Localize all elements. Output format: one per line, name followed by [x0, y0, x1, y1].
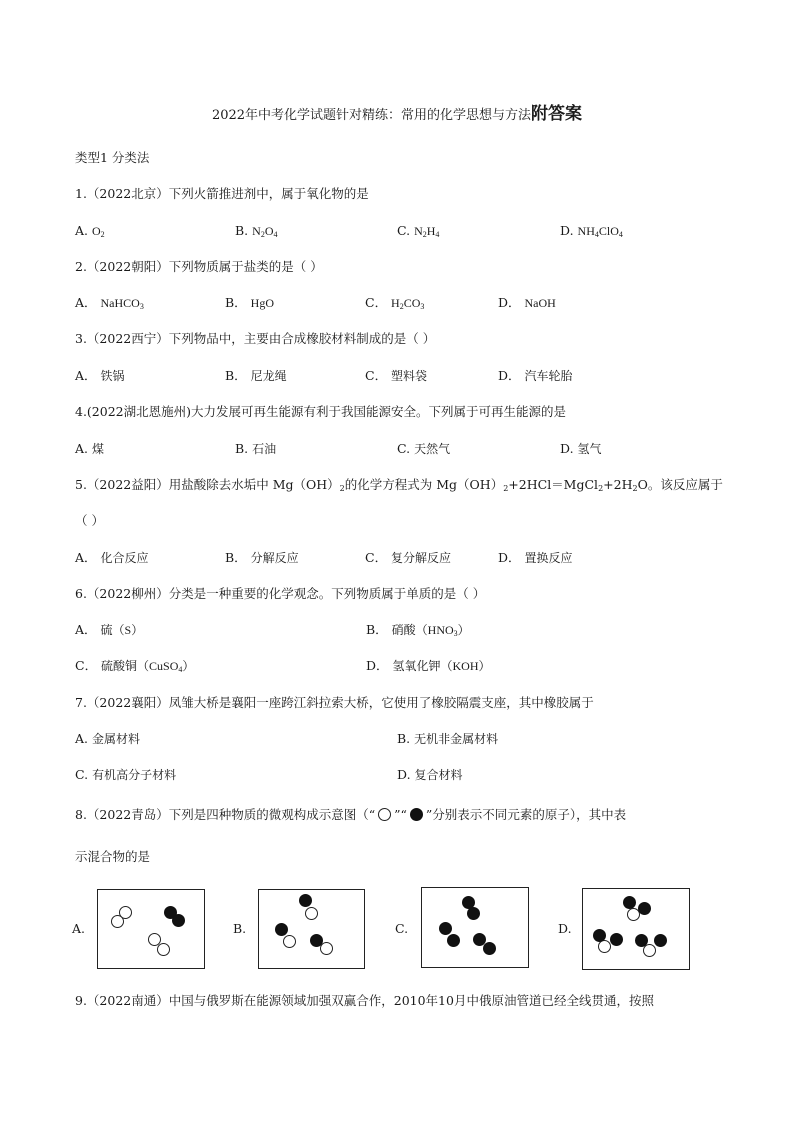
question-5-stem — [75, 477, 723, 493]
black-atom-legend-icon — [410, 808, 423, 821]
q6-option-b — [366, 622, 470, 638]
q2-option-a — [75, 295, 144, 311]
white-atom — [157, 943, 170, 956]
option-content — [414, 224, 439, 238]
q4-option-b — [235, 441, 276, 457]
q5-stem-subscript: 2 — [632, 484, 638, 493]
option-text: NaHCO — [100, 296, 140, 310]
black-atom — [275, 923, 288, 936]
option-letter: B． — [366, 622, 392, 637]
option-letter: C． — [365, 368, 392, 383]
q8-diagram-c — [421, 887, 529, 968]
question-1-stem: 1.（2022北京）下列火箭推进剂中，属于氧化物的是 — [75, 186, 369, 201]
black-atom — [299, 894, 312, 907]
q5-stem-text: +2HCl＝MgCl — [508, 477, 599, 492]
option-content — [525, 296, 556, 310]
option-letter: A. — [75, 441, 92, 456]
option-letter: A． — [75, 622, 101, 637]
option-letter: D． — [366, 658, 393, 673]
q6-option-a — [75, 622, 143, 638]
option-text: ） — [182, 659, 195, 673]
option-text: 氢氧化钾（KOH） — [392, 659, 491, 673]
option-letter: A． — [75, 550, 101, 565]
q5-option-d — [498, 550, 573, 566]
option-text: N — [252, 224, 261, 238]
question-9-stem: 9.（2022南通）中国与俄罗斯在能源领域加强双赢合作，2010年10月中俄原油管道已经全线贯通，按照 — [75, 993, 654, 1008]
option-text: 塑料袋 — [391, 369, 428, 383]
option-content — [101, 659, 194, 673]
option-text: 煤 — [91, 442, 104, 456]
option-letter: D. — [397, 767, 415, 782]
option-subscript: 4 — [618, 230, 623, 239]
title-main: 2022年中考化学试题针对精练：常用的化学思想与方法 — [211, 108, 532, 123]
q5-option-c — [365, 550, 451, 566]
q1-option-d — [560, 223, 623, 239]
option-letter: A. — [75, 223, 92, 238]
option-text: 铁锅 — [100, 369, 125, 383]
black-atom — [593, 929, 606, 942]
q3-option-a — [75, 368, 125, 384]
q5-stem-text: O。该反应属于 — [637, 477, 723, 492]
q5-stem-subscript: 2 — [503, 484, 509, 493]
question-2-stem: 2.（2022朝阳）下列物质属于盐类的是（ ） — [75, 259, 323, 274]
q4-option-d — [560, 441, 602, 457]
option-letter: C. — [75, 767, 93, 782]
q5-stem-text: +2H — [603, 477, 633, 492]
option-content — [101, 369, 125, 383]
option-text: H — [391, 296, 400, 310]
option-content — [101, 551, 149, 565]
option-subscript: 3 — [453, 629, 458, 638]
black-atom — [439, 922, 452, 935]
option-text: 石油 — [252, 442, 277, 456]
option-content — [391, 296, 424, 310]
q8-option-a-label: A. — [72, 921, 86, 936]
option-text: 硫酸铜（CuSO — [101, 659, 179, 673]
option-text: ） — [457, 623, 470, 637]
option-letter: B. — [235, 441, 253, 456]
option-content — [251, 369, 287, 383]
option-content — [578, 442, 602, 456]
q8-option-b-label: B. — [233, 921, 247, 936]
option-content — [92, 442, 104, 456]
black-atom — [654, 934, 667, 947]
question-6-stem: 6.（2022柳州）分类是一种重要的化学观念。下列物质属于单质的是（ ） — [75, 586, 486, 601]
q8-diagram-b — [258, 889, 365, 969]
option-content — [525, 551, 573, 565]
option-content — [92, 768, 176, 782]
black-atom — [447, 934, 460, 947]
option-text: 氢气 — [577, 442, 602, 456]
q8-diagram-a — [97, 889, 205, 969]
option-subscript: 4 — [273, 230, 278, 239]
option-content — [251, 551, 299, 565]
option-subscript: 4 — [435, 230, 440, 239]
question-5-stem-line2: （ ） — [75, 513, 104, 528]
option-text: 置换反应 — [524, 551, 573, 565]
q2-option-b — [225, 295, 274, 311]
black-atom — [638, 902, 651, 915]
white-atom-legend-icon — [378, 808, 391, 821]
option-letter: B． — [225, 295, 251, 310]
option-letter: D. — [560, 223, 578, 238]
q5-option-b — [225, 550, 299, 566]
black-atom — [172, 914, 185, 927]
option-letter: B． — [225, 550, 251, 565]
black-atom — [483, 942, 496, 955]
option-letter: D. — [560, 441, 578, 456]
option-text: CO — [403, 296, 421, 310]
q1-option-c — [397, 223, 439, 239]
option-letter: B． — [225, 368, 251, 383]
option-letter: A． — [75, 295, 101, 310]
white-atom — [305, 907, 318, 920]
option-text: 天然气 — [414, 442, 451, 456]
question-7-stem: 7.（2022襄阳）凤雏大桥是襄阳一座跨江斜拉索大桥，它使用了橡胶隔震支座，其中橡胶属于 — [75, 695, 594, 710]
option-text: 金属材料 — [91, 732, 140, 746]
question-3-stem: 3.（2022西宁）下列物品中，主要由合成橡胶材料制成的是（ ） — [75, 331, 436, 346]
option-text: 有机高分子材料 — [92, 768, 177, 782]
white-atom — [283, 935, 296, 948]
option-letter: A. — [75, 731, 92, 746]
option-text: O — [264, 224, 274, 238]
option-content — [415, 768, 463, 782]
option-letter: D． — [498, 295, 525, 310]
option-letter: C． — [365, 550, 392, 565]
option-text: 分解反应 — [250, 551, 299, 565]
option-text: N — [414, 224, 423, 238]
option-content — [414, 732, 498, 746]
q5-stem-text: 的化学方程式为 Mg（OH） — [344, 477, 504, 492]
q3-option-d — [498, 368, 573, 384]
option-text: HgO — [250, 296, 275, 310]
option-text: NaOH — [524, 296, 556, 310]
option-subscript: 2 — [260, 230, 265, 239]
option-letter: D． — [498, 368, 525, 383]
option-content — [391, 369, 427, 383]
option-letter: A． — [75, 368, 101, 383]
q8-diagram-d — [582, 888, 690, 970]
option-text: 尼龙绳 — [250, 369, 287, 383]
option-letter: C． — [75, 658, 102, 673]
option-content — [251, 296, 274, 310]
q8-stem-part1: 8.（2022青岛）下列是四种物质的微观构成示意图（“ — [75, 807, 376, 822]
q8-stem-part3: ”分别表示不同元素的原子），其中表 — [425, 807, 627, 822]
option-text: O — [91, 224, 101, 238]
black-atom — [467, 907, 480, 920]
q2-option-d — [498, 295, 556, 311]
option-content — [392, 623, 470, 637]
q5-stem-subscript: 2 — [339, 484, 345, 493]
q3-option-b — [225, 368, 287, 384]
q5-option-a — [75, 550, 149, 566]
question-8-stem-line2: 示混合物的是 — [75, 849, 151, 864]
option-subscript: 2 — [100, 230, 105, 239]
option-content — [101, 296, 144, 310]
white-atom — [320, 942, 333, 955]
black-atom — [610, 933, 623, 946]
question-4-stem: 4.(2022湖北恩施州)大力发展可再生能源有利于我国能源安全。下列属于可再生能源的是 — [75, 404, 566, 419]
option-letter: C． — [365, 295, 392, 310]
option-text: 复合材料 — [414, 768, 463, 782]
option-letter: C. — [397, 441, 415, 456]
title-suffix: 附答案 — [531, 104, 583, 124]
option-content — [525, 369, 573, 383]
option-subscript: 2 — [399, 302, 404, 311]
option-text: 硫（S） — [100, 623, 144, 637]
section-heading: 类型1 分类法 — [75, 150, 150, 165]
q4-option-c — [397, 441, 450, 457]
option-subscript: 3 — [420, 302, 425, 311]
option-letter: D． — [498, 550, 525, 565]
option-letter: B. — [235, 223, 253, 238]
option-content — [414, 442, 450, 456]
option-text: 硝酸（HNO — [391, 623, 454, 637]
q5-stem-text: 5.（2022益阳）用盐酸除去水垢中 Mg（OH） — [75, 477, 340, 492]
option-text: 化合反应 — [100, 551, 149, 565]
option-content — [252, 442, 276, 456]
option-letter: C. — [397, 223, 415, 238]
option-content — [92, 732, 140, 746]
question-8-stem — [75, 807, 626, 823]
option-content — [391, 551, 451, 565]
q7-option-a — [75, 731, 140, 747]
option-content — [101, 623, 144, 637]
white-atom — [643, 944, 656, 957]
q5-stem-subscript: 2 — [598, 484, 604, 493]
q1-option-b — [235, 223, 277, 239]
option-content — [578, 224, 623, 238]
option-subscript: 4 — [594, 230, 599, 239]
q2-option-c — [365, 295, 424, 311]
option-text: ClO — [598, 224, 619, 238]
option-text: 汽车轮胎 — [524, 369, 573, 383]
option-subscript: 3 — [139, 302, 144, 311]
option-text: 复分解反应 — [391, 551, 452, 565]
option-text: 无机非金属材料 — [414, 732, 499, 746]
q7-option-c — [75, 767, 176, 783]
q6-option-d — [366, 658, 491, 674]
option-content — [92, 224, 105, 238]
q6-option-c — [75, 658, 194, 674]
q8-stem-part2: ”“ — [394, 807, 407, 822]
option-text: NH — [577, 224, 595, 238]
white-atom — [111, 915, 124, 928]
q8-option-d-label: D. — [558, 921, 572, 936]
q7-option-b — [397, 731, 498, 747]
option-letter: B. — [397, 731, 415, 746]
q7-option-d — [397, 767, 463, 783]
q1-option-a — [75, 223, 105, 239]
document-title — [0, 99, 794, 124]
q4-option-a — [75, 441, 104, 457]
option-content — [393, 659, 491, 673]
option-text: H — [426, 224, 436, 238]
option-subscript: 2 — [422, 230, 427, 239]
option-subscript: 4 — [178, 665, 183, 674]
q3-option-c — [365, 368, 427, 384]
q8-option-c-label: C. — [395, 921, 409, 936]
option-content — [252, 224, 277, 238]
